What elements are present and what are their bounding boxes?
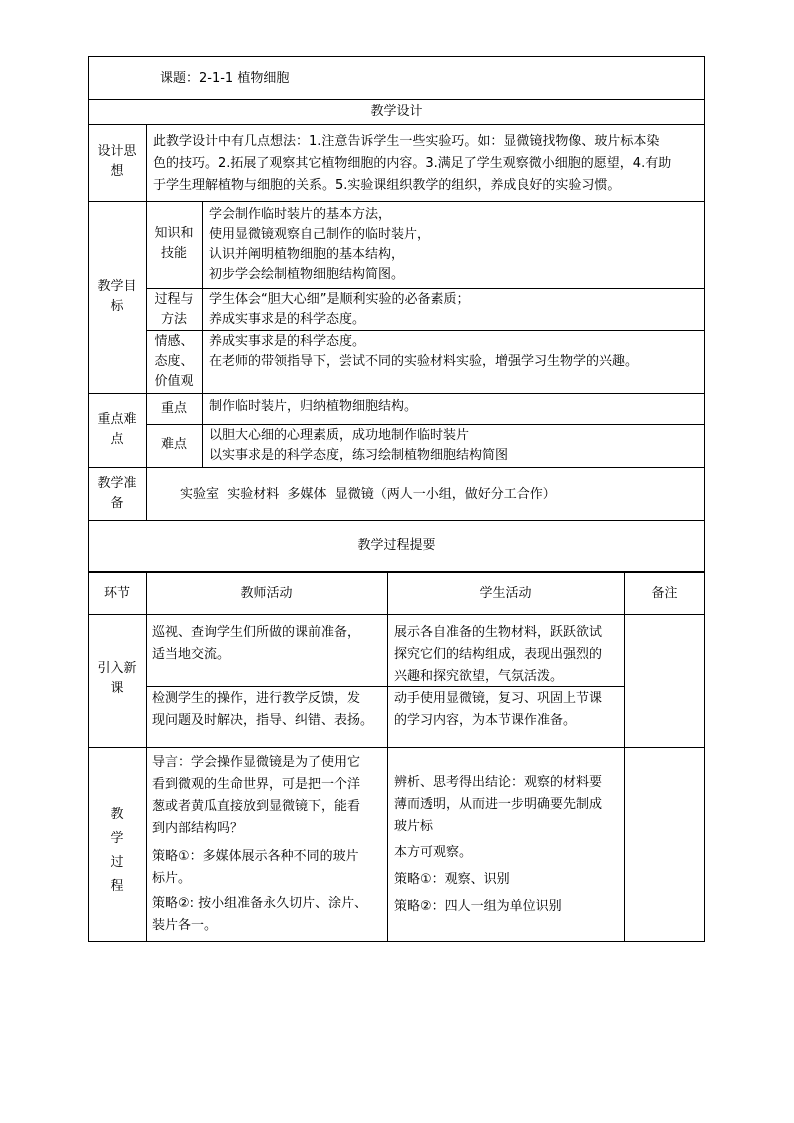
- col-stage: 环节: [103, 586, 130, 601]
- teaching-label: 教 学 过 程: [110, 807, 124, 894]
- teaching-student-s1: 策略①：观察、识别: [394, 872, 510, 887]
- intro-student-2: 动手使用显微镜，复习、巩固上节课 的学习内容，为本节课作准备。: [394, 691, 603, 728]
- design-heading: 教学设计: [370, 104, 423, 119]
- preparation-label: 教学准 备: [97, 476, 137, 511]
- key-points-label: 重点难 点: [97, 412, 137, 447]
- intro-student-1: 展示各自准备的生物材料，跃跃欲试 探究它们的结构组成，表现出强烈的 兴趣和探究欲望，气氛活泼。: [394, 625, 603, 684]
- intro-label: 引入新 课: [97, 661, 137, 696]
- preparation-text: 实验室 实验材料 多媒体 显微镜（两人一小组，做好分工合作）: [180, 487, 556, 502]
- col-note: 备注: [651, 586, 678, 601]
- goals-label: 教学目 标: [97, 279, 137, 314]
- process-text: 学生体会“胆大心细”是顺利实验的必备素质； 养成实事求是的科学态度。: [209, 292, 470, 327]
- teaching-student-s2: 策略②：四人一组为单位识别: [394, 899, 562, 914]
- emotion-text: 养成实事求是的科学态度。 在老师的带领指导下，尝试不同的实验材料实验，增强学习生物学的兴趣。: [209, 334, 639, 369]
- knowledge-text: 学会制作临时装片的基本方法， 使用显微镜观察自己制作的临时装片， 认识并阐明植物细胞的基本结构， 初步学会绘制植物细胞结构简图。: [209, 207, 431, 282]
- knowledge-label: 知识和 技能: [154, 226, 194, 261]
- process-heading: 教学过程提要: [357, 538, 436, 553]
- teaching-student-conclusion: 辨析、思考得出结论：观察的材料要 薄而透明，从而进一步明确要先制成 玻片标: [394, 775, 603, 834]
- teaching-teacher-s1: 策略①：多媒体展示各种不同的玻片 标片。: [152, 849, 359, 886]
- teaching-teacher-lead: 导言：学会操作显微镜是为了使用它 看到微观的生命世界，可是把一个洋 葱或者黄瓜直接放到显微镜下，能看 到内部结构吗？: [152, 755, 361, 836]
- lesson-title: 课题：2-1-1 植物细胞: [160, 71, 290, 86]
- intro-teacher-2: 检测学生的操作，进行教学反馈，发 现问题及时解决，指导、纠错、表扬。: [152, 691, 374, 728]
- col-teacher: 教师活动: [240, 586, 293, 601]
- focus-label: 重点: [160, 401, 187, 416]
- design-ideas-label: 设计思 想: [97, 144, 137, 179]
- difficulty-text: 以胆大心细的心理素质，成功地制作临时装片 以实事求是的科学态度，练习绘制植物细胞结构简图: [209, 428, 509, 463]
- difficulty-label: 难点: [160, 437, 187, 452]
- design-ideas-text: 此教学设计中有几点想法：1.注意告诉学生一些实验巧。如：显微镜找物像、玻片标本染 色的技巧。2.拓展了观察其它植物细胞的内容。3.满足了学生观察微小细胞的愿望，4.有助 于学生理解植物与细胞的关系。5.实验课组织教学的组织，养成良好的实验习惯。: [153, 134, 672, 193]
- teaching-student-observe: 本方可观察。: [394, 845, 473, 860]
- focus-text: 制作临时装片，归纳植物细胞结构。: [209, 399, 418, 414]
- process-label: 过程与 方法: [154, 292, 194, 327]
- intro-teacher-1: 巡视、查询学生们所做的课前准备， 适当地交流。: [152, 625, 361, 662]
- emotion-label: 情感、 态度、 价值观: [154, 334, 194, 389]
- teaching-teacher-s2: 策略②: 按小组准备永久切片、涂片、 装片各一。: [152, 896, 368, 933]
- col-student: 学生活动: [479, 586, 532, 601]
